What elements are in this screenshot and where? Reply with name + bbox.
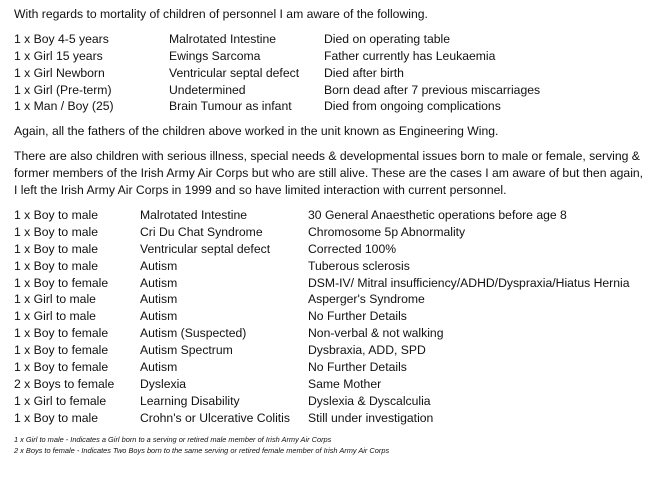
details-cell: No Further Details — [308, 359, 407, 374]
child-cell: 1 x Man / Boy (25) — [14, 99, 114, 114]
footnote: 2 x Boys to female - Indicates Two Boys born to the same serving or retired female member of Irish Army Air Corps — [14, 445, 390, 455]
child-cell: 1 x Boy 4-5 years — [14, 31, 109, 46]
condition-cell: Autism (Suspected) — [140, 326, 247, 341]
table-row — [14, 410, 644, 427]
child-cell: 1 x Boy to female — [14, 359, 109, 374]
child-cell: 1 x Boy to male — [14, 410, 98, 425]
illness-table — [14, 207, 644, 427]
spacer — [14, 199, 644, 207]
paragraph-line: former members of the Irish Army Air Corps but who are still alive. These are the cases I am aware of but then again, — [14, 166, 644, 181]
child-cell: 1 x Girl Newborn — [14, 65, 105, 80]
table-row — [14, 82, 644, 99]
outcome-cell: Father currently has Leukaemia — [324, 48, 496, 63]
outcome-cell: Born dead after 7 previous miscarriages — [324, 82, 541, 97]
condition-cell: Autism — [140, 258, 178, 273]
outcome-cell: Died on operating table — [324, 31, 451, 46]
condition-cell: Learning Disability — [140, 393, 240, 408]
child-cell: 1 x Boy to male — [14, 207, 98, 222]
child-cell: 1 x Boy to female — [14, 326, 109, 341]
outcome-cell: Died after birth — [324, 65, 404, 80]
table-row — [14, 393, 644, 410]
table-row — [14, 207, 644, 224]
child-cell: 1 x Boy to male — [14, 241, 98, 256]
condition-cell: Cri Du Chat Syndrome — [140, 224, 263, 239]
table-row — [14, 342, 644, 359]
condition-cell: Dyslexia — [140, 376, 187, 391]
condition-cell: Autism Spectrum — [140, 343, 233, 358]
mortality-table — [14, 31, 644, 115]
details-cell: Dysbraxia, ADD, SPD — [308, 343, 426, 358]
details-cell: Chromosome 5p Abnormality — [308, 224, 466, 239]
condition-cell: Ventricular septal defect — [169, 65, 300, 80]
condition-cell: Ventricular septal defect — [140, 241, 271, 256]
child-cell: 1 x Girl 15 years — [14, 48, 103, 63]
table-row — [14, 308, 644, 325]
child-cell: 1 x Girl to female — [14, 393, 107, 408]
details-cell: DSM-IV/ Mitral insufficiency/ADHD/Dyspraxia/Hiatus Hernia — [308, 275, 630, 290]
child-cell: 1 x Girl to male — [14, 292, 96, 307]
condition-cell: Malrotated Intestine — [140, 207, 248, 222]
condition-cell: Malrotated Intestine — [169, 31, 277, 46]
child-cell: 1 x Girl to male — [14, 309, 96, 324]
table-row — [14, 258, 644, 275]
table-row — [14, 241, 644, 258]
details-cell: Non-verbal & not walking — [308, 326, 444, 341]
table-row — [14, 48, 644, 65]
table-row — [14, 275, 644, 292]
footnotes — [14, 434, 644, 456]
spacer — [14, 140, 644, 148]
details-cell: Asperger's Syndrome — [308, 292, 425, 307]
paragraph-line: There are also children with serious illness, special needs & developmental issues born to male or female, serving & — [14, 149, 640, 164]
condition-cell: Brain Tumour as infant — [169, 99, 292, 114]
child-cell: 1 x Boy to male — [14, 224, 98, 239]
table-row — [14, 291, 644, 308]
child-cell: 1 x Boy to male — [14, 258, 98, 273]
table-row — [14, 325, 644, 342]
details-cell: Still under investigation — [308, 410, 434, 425]
condition-cell: Undetermined — [169, 82, 246, 97]
condition-cell: Autism — [140, 309, 178, 324]
details-cell: Same Mother — [308, 376, 382, 391]
document-body — [14, 6, 644, 456]
child-cell: 1 x Boy to female — [14, 275, 109, 290]
details-cell: Tuberous sclerosis — [308, 258, 410, 273]
table-row — [14, 224, 644, 241]
condition-cell: Crohn's or Ulcerative Colitis — [140, 410, 290, 425]
details-cell: Corrected 100% — [308, 241, 397, 256]
table-row — [14, 359, 644, 376]
table-row — [14, 65, 644, 82]
details-cell: Dyslexia & Dyscalculia — [308, 393, 431, 408]
child-cell: 1 x Boy to female — [14, 343, 109, 358]
table-row — [14, 376, 644, 393]
illness-paragraph — [14, 148, 644, 199]
condition-cell: Ewings Sarcoma — [169, 48, 261, 63]
footnote: 1 x Girl to male - Indicates a Girl born to a serving or retired male member of Irish Army Air Corps — [14, 434, 332, 444]
spacer — [14, 115, 644, 123]
details-cell: 30 General Anaesthetic operations before age 8 — [308, 207, 567, 222]
table-row — [14, 98, 644, 115]
condition-cell: Autism — [140, 275, 178, 290]
paragraph-line: I left the Irish Army Air Corps in 1999 and so have limited interaction with current personnel. — [14, 183, 507, 198]
details-cell: No Further Details — [308, 309, 407, 324]
outcome-cell: Died from ongoing complications — [324, 99, 501, 114]
condition-cell: Autism — [140, 292, 178, 307]
condition-cell: Autism — [140, 359, 178, 374]
fathers-paragraph: Again, all the fathers of the children above worked in the unit known as Engineering Wing. — [14, 124, 499, 139]
table-row — [14, 31, 644, 48]
intro-text: With regards to mortality of children of personnel I am aware of the following. — [14, 7, 428, 21]
child-cell: 2 x Boys to female — [14, 376, 115, 391]
child-cell: 1 x Girl (Pre-term) — [14, 82, 112, 97]
